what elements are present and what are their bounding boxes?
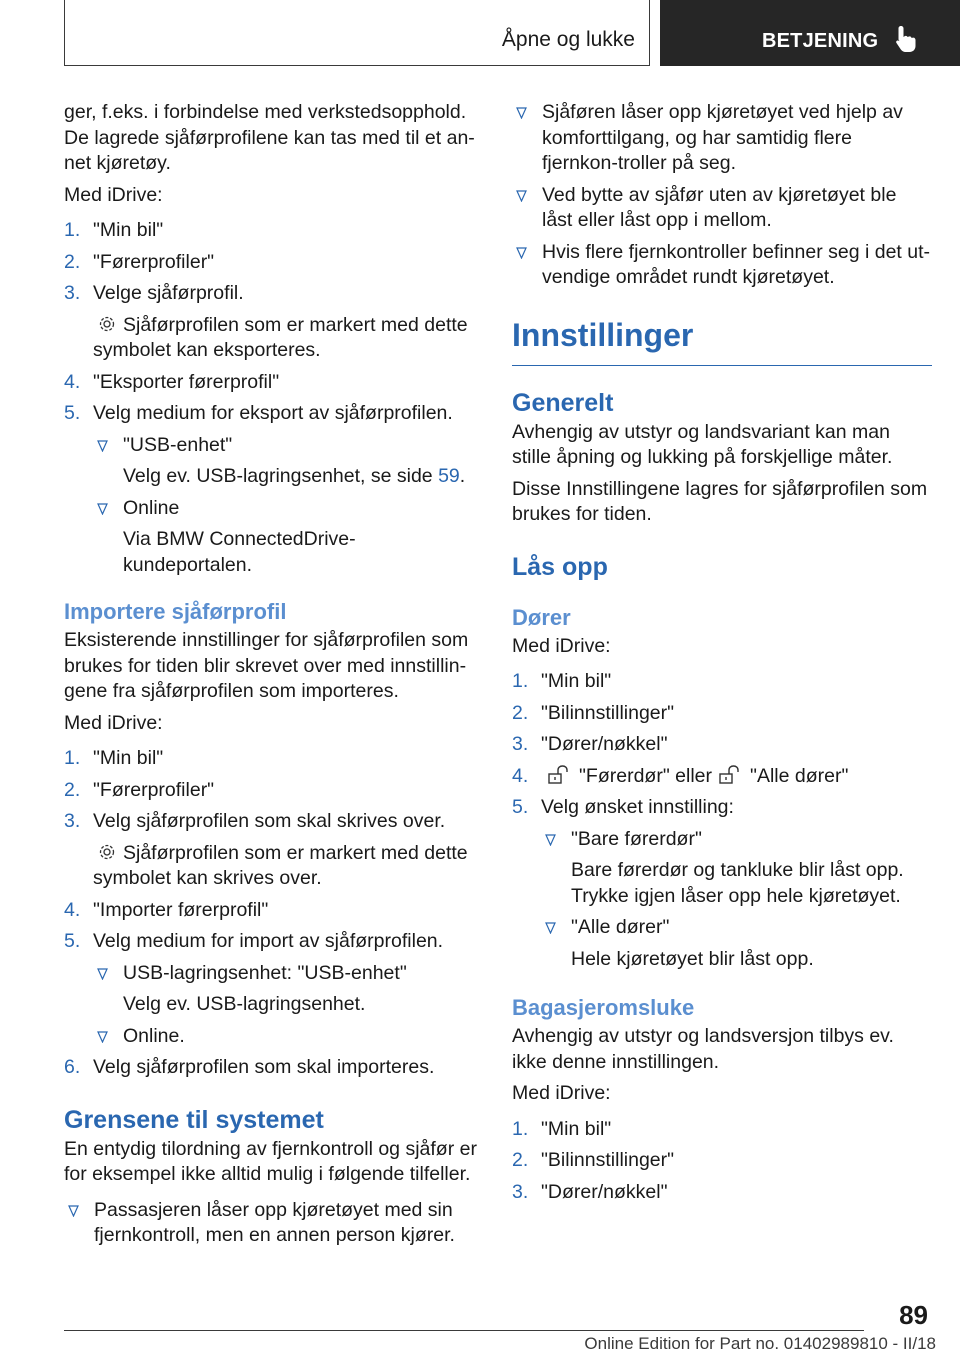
note-text: Sjåførprofilen som er markert med dette symbolet kan skrives over. xyxy=(93,841,468,889)
step-text: "Alle dører" xyxy=(750,764,849,787)
bullet-item xyxy=(64,1198,484,1249)
step-number: 5. xyxy=(64,402,81,424)
trunk-steps-list xyxy=(512,1117,932,1206)
step-number: 4. xyxy=(512,764,529,787)
step-text: Velg medium for import av sjåførprofilen. xyxy=(93,930,444,952)
step-text: "Importer førerprofil" xyxy=(93,898,269,921)
triangle-bullet-icon xyxy=(97,968,108,980)
step-text: "Min bil" xyxy=(93,219,164,241)
gear-icon xyxy=(97,314,117,334)
bullet-title: "Bare førerdør" xyxy=(571,827,702,850)
bullet-item xyxy=(512,100,932,177)
step-number: 2. xyxy=(64,778,81,801)
step-note xyxy=(64,313,484,364)
export-steps-list xyxy=(64,218,484,578)
edition-text: Online Edition for Part no. 01402989810 - II/18 xyxy=(584,1334,936,1353)
door-steps-list xyxy=(512,669,932,972)
step-number: 2. xyxy=(512,1149,529,1171)
bullet-sub: Hele kjøretøyet blir låst opp. xyxy=(571,947,814,970)
bullet-text: Hvis flere fjernkontroller befinner seg i det ut-vendige området rundt kjøretøyet. xyxy=(542,240,931,288)
list-item xyxy=(512,764,932,790)
bullet-title: "USB-enhet" xyxy=(123,433,233,456)
list-item xyxy=(64,281,484,307)
med-idrive-label: Med iDrive: xyxy=(64,183,163,206)
list-item xyxy=(512,732,932,758)
right-column xyxy=(512,100,932,1211)
bullet-title: Online. xyxy=(123,1024,185,1047)
trunk-heading: Bagasjeromsluke xyxy=(512,995,695,1020)
step-number: 2. xyxy=(512,701,529,724)
list-item xyxy=(512,1117,932,1143)
step-text: "Bilinnstillinger" xyxy=(541,1149,675,1171)
step-number: 1. xyxy=(64,747,81,769)
list-item xyxy=(64,370,484,396)
list-item xyxy=(64,929,484,955)
list-item xyxy=(512,795,932,821)
header-chapter-box xyxy=(64,0,650,66)
doors-heading: Dører xyxy=(512,604,571,630)
bullet-sub-end: . xyxy=(459,465,466,487)
step-text: Velge sjåførprofil. xyxy=(93,282,244,304)
footer-divider xyxy=(64,1330,864,1331)
bullet-item xyxy=(541,915,932,972)
triangle-bullet-icon xyxy=(516,190,527,202)
list-item xyxy=(512,1180,932,1206)
step-number: 3. xyxy=(512,1180,529,1203)
settings-heading: Innstillinger xyxy=(512,317,932,366)
step-text: "Bilinnstillinger" xyxy=(541,701,675,724)
triangle-bullet-icon xyxy=(545,834,556,846)
intro-paragraph xyxy=(64,100,484,177)
triangle-bullet-icon xyxy=(97,1031,108,1043)
import-steps-list xyxy=(64,746,484,1081)
triangle-bullet-icon xyxy=(68,1205,79,1217)
bullet-item xyxy=(93,1024,484,1050)
triangle-bullet-icon xyxy=(516,107,527,119)
list-item xyxy=(512,669,932,695)
step-number: 3. xyxy=(64,282,81,304)
intro-line: De lagrede sjåførprofilene kan tas med til et an- xyxy=(64,126,475,149)
step-text: "Min bil" xyxy=(541,1117,612,1140)
step-text: Velg sjåførprofilen som skal skrives over. xyxy=(93,810,446,832)
list-item xyxy=(64,898,484,924)
step-text: "Dører/nøkkel" xyxy=(541,733,668,755)
step-number: 1. xyxy=(512,1117,529,1140)
step-text: Velg sjåførprofilen som skal importeres. xyxy=(93,1056,435,1078)
limits-heading: Grensene til systemet xyxy=(64,1105,324,1134)
intro-line: ger, f.eks. i forbindelse med verkstedsopphold. xyxy=(64,101,467,123)
med-idrive-label: Med iDrive: xyxy=(512,634,611,657)
note-text: Sjåførprofilen som er markert med dette symbolet kan eksporteres. xyxy=(93,313,468,361)
list-item xyxy=(64,218,484,244)
step-number: 5. xyxy=(64,930,81,952)
step-text: "Min bil" xyxy=(541,670,612,692)
med-idrive-label: Med iDrive: xyxy=(512,1082,611,1104)
gear-icon xyxy=(97,842,117,862)
bullet-sub: Via BMW ConnectedDrive-kundeportalen. xyxy=(123,528,356,576)
list-item xyxy=(512,1148,932,1174)
bullet-item xyxy=(541,827,932,910)
unlock-heading: Lås opp xyxy=(512,552,608,581)
pointing-hand-icon xyxy=(894,24,920,54)
step-number: 4. xyxy=(64,370,81,393)
triangle-bullet-icon xyxy=(516,247,527,259)
step-text: "Førerdør" eller xyxy=(579,764,713,787)
bullet-title: "Alle dører" xyxy=(571,916,670,938)
section-label: BETJENING xyxy=(762,30,879,52)
left-column xyxy=(64,100,484,1255)
step-number: 6. xyxy=(64,1056,81,1078)
step-text: Velg medium for eksport av sjåførprofilen. xyxy=(93,402,453,424)
import-heading: Importere sjåførprofil xyxy=(64,599,287,624)
bullet-item xyxy=(93,961,484,1018)
import-intro: Eksisterende innstillinger for sjåførprofilen som brukes for tiden blir skrevet over med innstillin-gene fra sjåførprofilen som importeres. xyxy=(64,629,469,702)
triangle-bullet-icon xyxy=(97,503,108,515)
bullet-item xyxy=(512,240,932,291)
page-link[interactable]: 59 xyxy=(438,465,460,487)
step-number: 4. xyxy=(64,898,81,921)
step-text: "Eksporter førerprofil" xyxy=(93,370,280,393)
bullet-item xyxy=(93,496,484,579)
bullet-title: USB-lagringsenhet: "USB-enhet" xyxy=(123,961,407,984)
general-paragraph: Disse Innstillingene lagres for sjåførprofilen som brukes for tiden. xyxy=(512,477,928,525)
step-text: Velg ønsket innstilling: xyxy=(541,796,734,818)
med-idrive-label: Med iDrive: xyxy=(64,711,163,734)
list-item xyxy=(64,809,484,835)
bullet-text: Ved bytte av sjåfør uten av kjøretøyet ble låst eller låst opp i mellom. xyxy=(542,183,897,231)
step-number: 5. xyxy=(512,796,529,818)
trunk-paragraph: Avhengig av utstyr og landsversjon tilbys ev. ikke denne innstillingen. xyxy=(512,1025,894,1073)
bullet-item xyxy=(512,183,932,234)
step-number: 1. xyxy=(512,670,529,692)
bullet-text: Passasjeren låser opp kjøretøyet med sin fjernkontroll, men en annen person kjører. xyxy=(94,1198,455,1246)
bullet-sub-text: Velg ev. USB-lagringsenhet, se side xyxy=(123,465,439,487)
bullet-text: Sjåføren låser opp kjøretøyet ved hjelp av komforttilgang, og har samtidig flere fjernkon-troller på seg. xyxy=(542,101,903,174)
header-section-box xyxy=(660,0,960,66)
step-note xyxy=(64,841,484,892)
bullet-sub: Bare førerdør og tankluke blir låst opp. Trykke igjen låser opp hele kjøretøyet. xyxy=(571,859,904,907)
page-number: 89 xyxy=(899,1300,928,1330)
step-number: 1. xyxy=(64,219,81,241)
bullet-item xyxy=(93,433,484,490)
step-text: "Min bil" xyxy=(93,747,164,769)
intro-line: net kjøretøy. xyxy=(64,152,171,174)
list-item xyxy=(64,746,484,772)
general-paragraph: Avhengig av utstyr og landsvariant kan man stille åpning og lukking på forskjellige måter. xyxy=(512,420,893,468)
triangle-bullet-icon xyxy=(545,922,556,934)
bullet-sub xyxy=(123,464,484,490)
general-heading: Generelt xyxy=(512,388,614,417)
chapter-title: Åpne og lukke xyxy=(501,28,635,51)
list-item xyxy=(64,250,484,276)
unlocked-padlock-icon xyxy=(718,765,740,785)
triangle-bullet-icon xyxy=(97,440,108,452)
unlocked-padlock-icon xyxy=(547,765,569,785)
step-number: 2. xyxy=(64,250,81,273)
list-item xyxy=(64,401,484,427)
step-text: "Førerprofiler" xyxy=(93,250,215,273)
bullet-sub: Velg ev. USB-lagringsenhet. xyxy=(123,993,366,1015)
step-number: 3. xyxy=(64,810,81,832)
bullet-title: Online xyxy=(123,496,180,519)
step-text: "Førerprofiler" xyxy=(93,778,215,801)
list-item xyxy=(64,1055,484,1081)
step-number: 3. xyxy=(512,733,529,755)
list-item xyxy=(512,701,932,727)
limits-intro: En entydig tilordning av fjernkontroll og sjåfør er for eksempel ikke alltid mulig i følgende tilfeller. xyxy=(64,1137,477,1185)
list-item xyxy=(64,778,484,804)
step-text: "Dører/nøkkel" xyxy=(541,1180,668,1203)
